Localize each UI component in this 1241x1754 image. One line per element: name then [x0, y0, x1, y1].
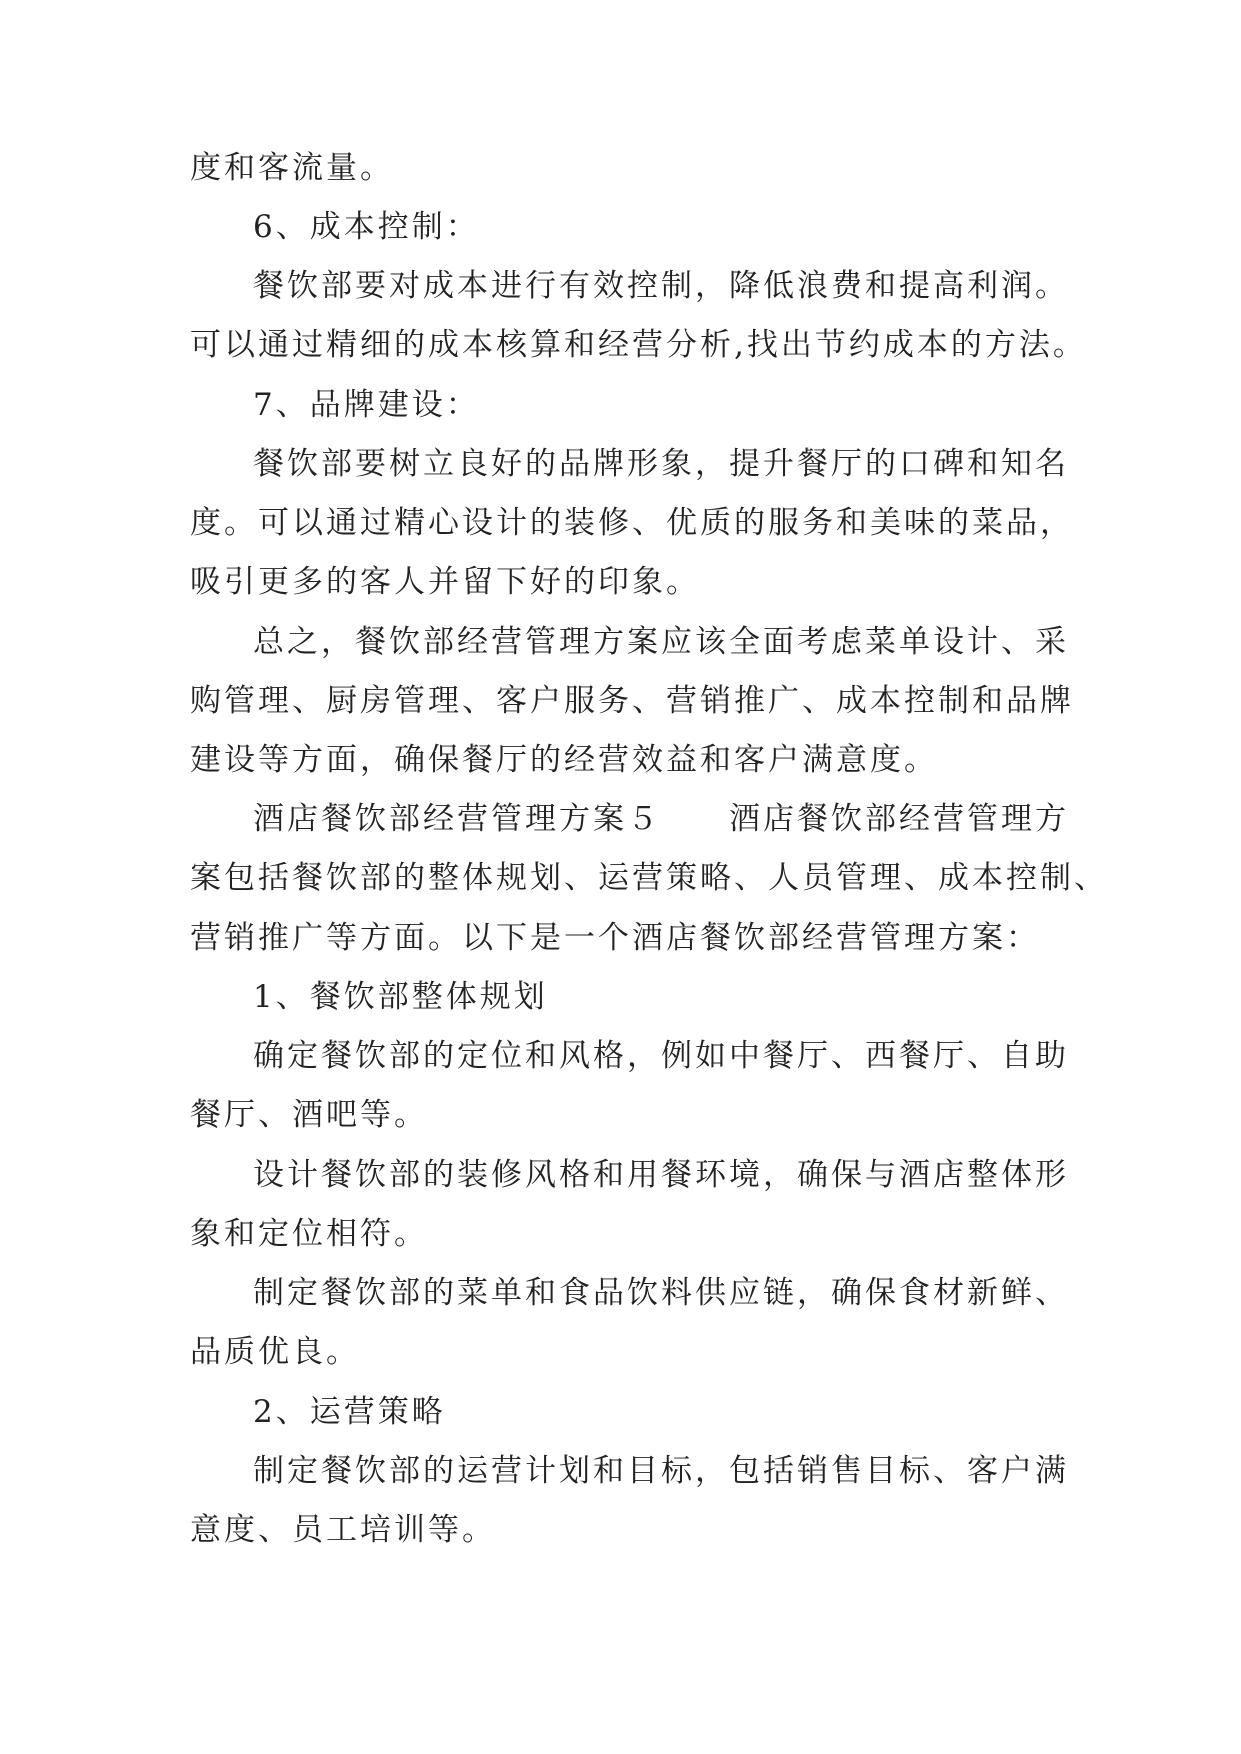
text-line: 营销推广等方面。以下是一个酒店餐饮部经营管理方案： — [190, 920, 1040, 956]
paragraph-line: 酒店餐饮部经营管理方案５ 酒店餐饮部经营管理方 — [253, 801, 1069, 837]
text-line: 建设等方面，确保餐厅的经营效益和客户满意度。 — [190, 742, 938, 778]
text-line: 品质优良。 — [190, 1334, 360, 1370]
paragraph-line: 总之，餐饮部经营管理方案应该全面考虑菜单设计、采 — [253, 624, 1069, 660]
text-line: 餐厅、酒吧等。 — [190, 1097, 428, 1133]
paragraph-line: 设计餐饮部的装修风格和用餐环境，确保与酒店整体形 — [253, 1157, 1069, 1193]
section-heading-cost-control: 6、成本控制： — [253, 209, 480, 245]
section-heading-operation-strategy: 2、运营策略 — [253, 1394, 446, 1430]
text-line: 度和客流量。 — [190, 150, 394, 186]
text-line: 购管理、厨房管理、客户服务、营销推广、成本控制和品牌 — [190, 683, 1074, 719]
paragraph-line: 餐饮部要树立良好的品牌形象，提升餐厅的口碑和知名 — [253, 446, 1069, 482]
text-line: 意度、员工培训等。 — [190, 1512, 496, 1548]
text-line: 象和定位相符。 — [190, 1216, 428, 1252]
text-line: 度。可以通过精心设计的装修、优质的服务和美味的菜品， — [190, 505, 1074, 541]
paragraph-line: 确定餐饮部的定位和风格，例如中餐厅、西餐厅、自助 — [253, 1038, 1069, 1074]
paragraph-line: 餐饮部要对成本进行有效控制，降低浪费和提高利润。 — [253, 268, 1069, 304]
text-line: 可以通过精细的成本核算和经营分析,找出节约成本的方法。 — [190, 327, 1087, 363]
text-line: 吸引更多的客人并留下好的印象。 — [190, 564, 700, 600]
text-line: 案包括餐饮部的整体规划、运营策略、人员管理、成本控制、 — [190, 860, 1108, 896]
section-heading-overall-planning: 1、餐饮部整体规划 — [253, 979, 548, 1015]
section-heading-brand-building: 7、品牌建设： — [253, 387, 480, 423]
paragraph-line: 制定餐饮部的菜单和食品饮料供应链，确保食材新鲜、 — [253, 1275, 1069, 1311]
paragraph-line: 制定餐饮部的运营计划和目标，包括销售目标、客户满 — [253, 1453, 1069, 1489]
